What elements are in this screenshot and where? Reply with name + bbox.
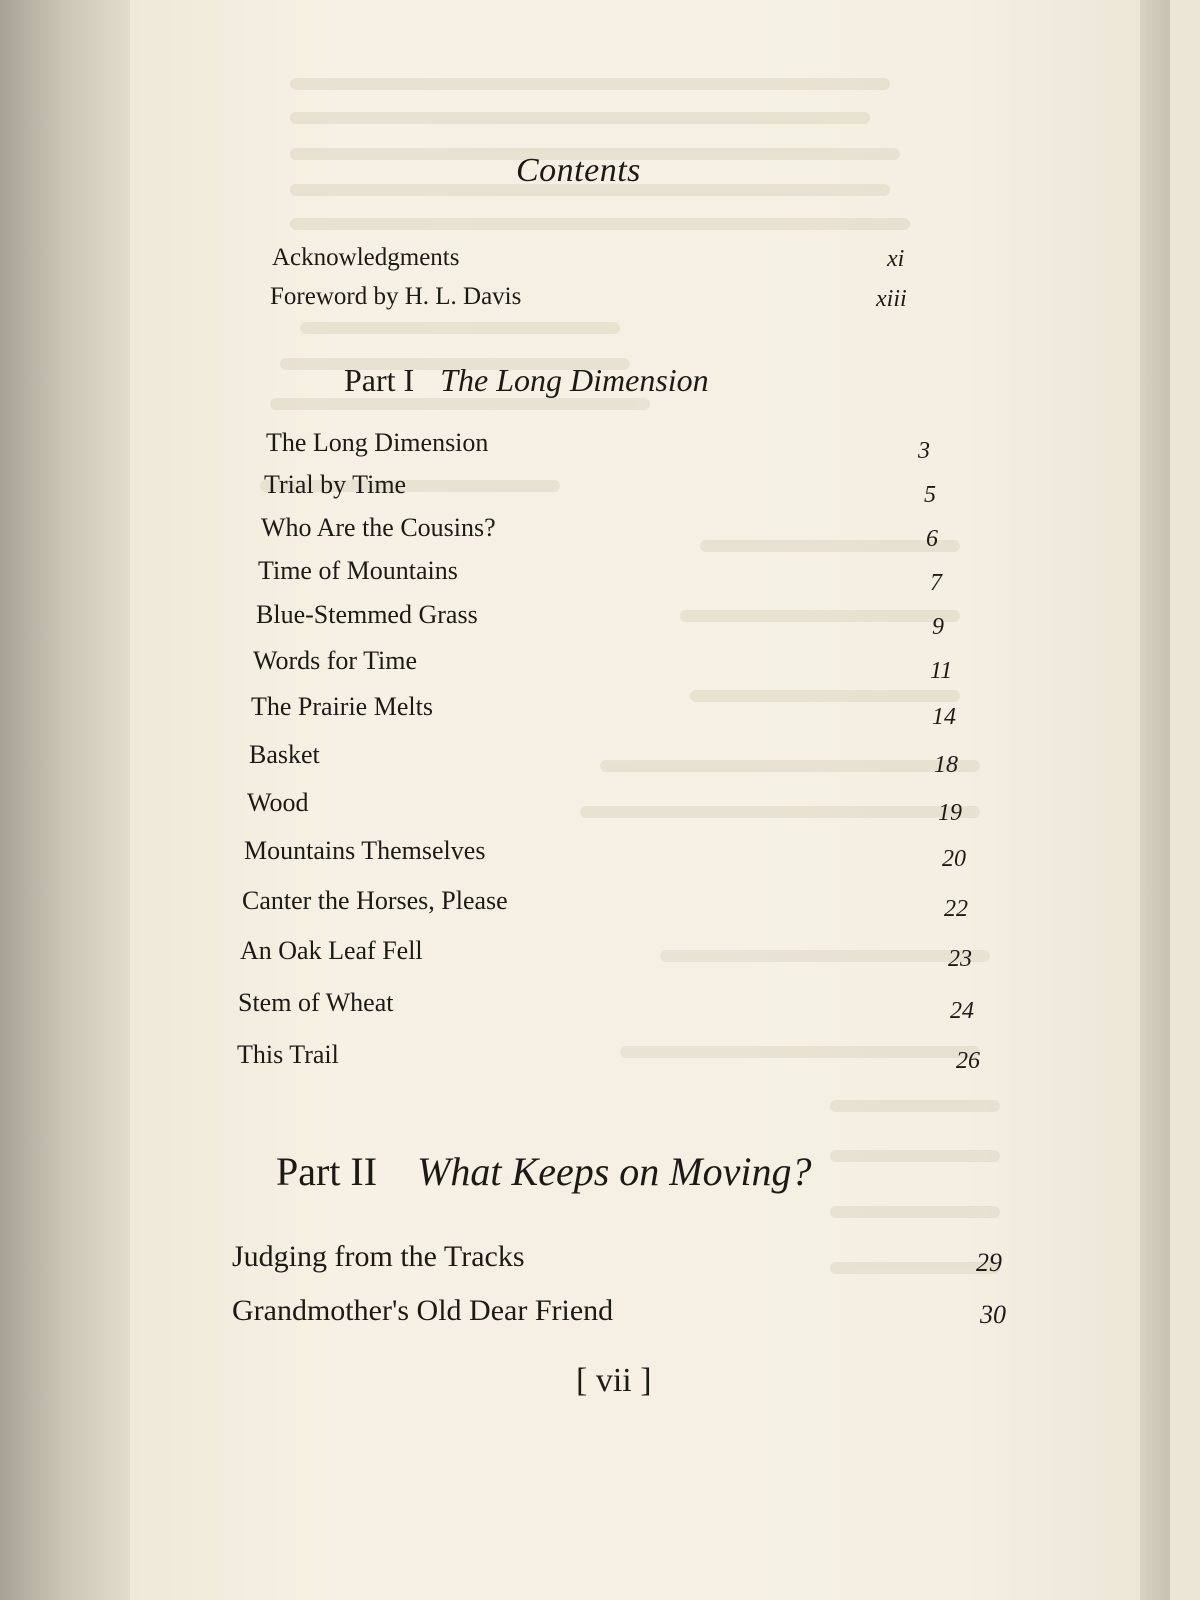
toc-entry-page: 23 xyxy=(948,946,972,972)
part-i-heading xyxy=(344,362,709,399)
part-label: Part I xyxy=(344,362,415,398)
toc-entry-page: 20 xyxy=(942,846,966,872)
toc-entry-page: 5 xyxy=(924,482,936,508)
toc-entry-title: The Long Dimension xyxy=(266,428,489,457)
toc-entry-page: 26 xyxy=(956,1048,980,1074)
part-label: Part II xyxy=(276,1149,378,1194)
toc-entry-page: 30 xyxy=(980,1300,1006,1329)
page-folio: [ vii ] xyxy=(576,1362,652,1399)
toc-entry-title: Words for Time xyxy=(253,646,418,675)
toc-entry-page: 29 xyxy=(976,1248,1002,1277)
toc-entry-page: 7 xyxy=(930,570,942,596)
contents-heading: Contents xyxy=(516,152,641,189)
part-title: The Long Dimension xyxy=(440,362,709,398)
toc-entry-title: An Oak Leaf Fell xyxy=(240,936,423,965)
toc-entry-page: 18 xyxy=(934,752,958,778)
toc-entry-page: 6 xyxy=(926,526,938,552)
toc-entry-title: Who Are the Cousins? xyxy=(261,513,496,542)
toc-entry-page: 24 xyxy=(950,998,974,1024)
toc-entry-title: Wood xyxy=(247,788,309,817)
toc-entry-title: Grandmother's Old Dear Friend xyxy=(232,1294,614,1327)
toc-entry-title: Canter the Horses, Please xyxy=(242,886,508,915)
toc-entry-title: Acknowledgments xyxy=(272,244,460,271)
toc-entry-title: Time of Mountains xyxy=(258,556,458,585)
part-title: What Keeps on Moving? xyxy=(417,1149,812,1194)
toc-entry-title: Trial by Time xyxy=(264,470,407,499)
toc-entry-title: Blue-Stemmed Grass xyxy=(256,600,478,629)
toc-entry-page: 3 xyxy=(918,438,930,464)
toc-entry-page: xiii xyxy=(876,286,907,312)
toc-entry-title: Foreword by H. L. Davis xyxy=(270,283,522,310)
toc-entry-title: Mountains Themselves xyxy=(244,836,486,865)
toc-entry-title: Stem of Wheat xyxy=(238,988,394,1017)
toc-entry-title: Basket xyxy=(249,740,320,769)
toc-entry-page: 14 xyxy=(932,704,956,730)
part-ii-heading xyxy=(276,1148,811,1195)
toc-entry-page: 11 xyxy=(930,658,953,684)
toc-entry-page: 19 xyxy=(938,800,962,826)
toc-entry-page: 22 xyxy=(944,896,968,922)
toc-entry-page: 9 xyxy=(932,614,944,640)
toc-entry-title: Judging from the Tracks xyxy=(232,1240,525,1273)
toc-entry-title: The Prairie Melts xyxy=(251,692,433,721)
toc-entry-title: This Trail xyxy=(237,1040,339,1069)
toc-entry-page: xi xyxy=(887,246,905,272)
